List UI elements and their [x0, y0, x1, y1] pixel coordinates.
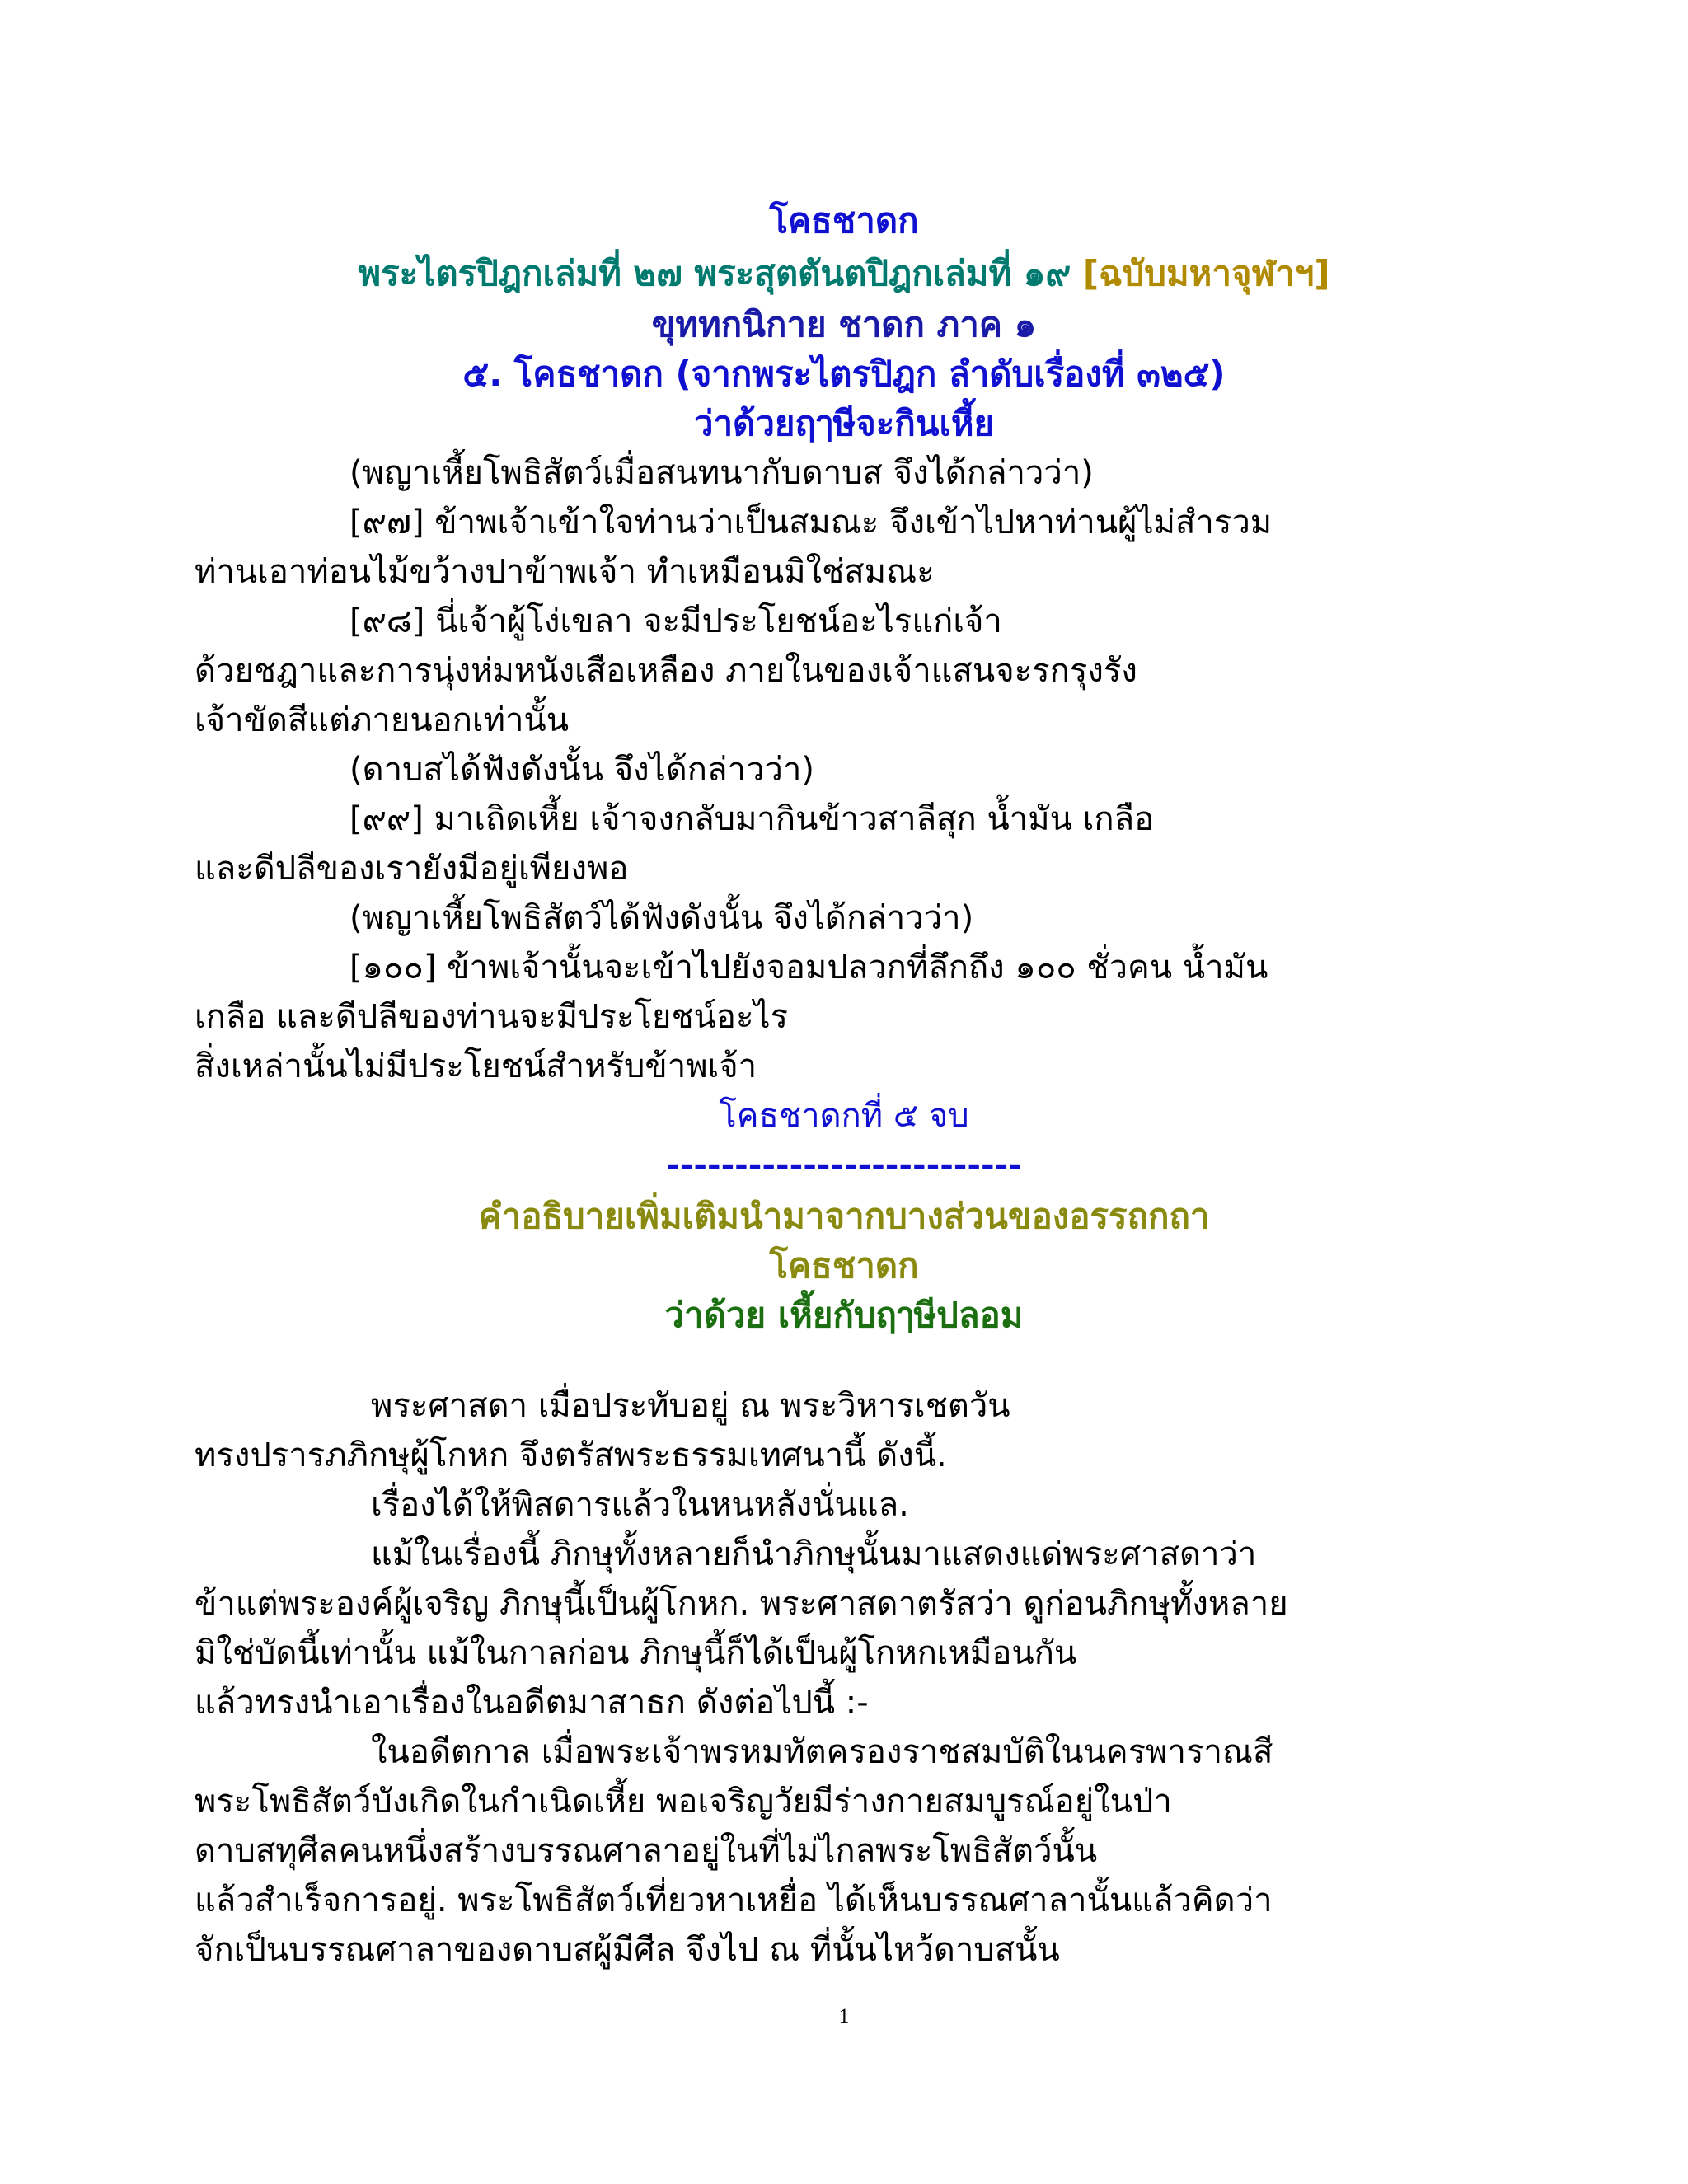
commentary-line: พระโพธิสัตว์บังเกิดในกำเนิดเหี้ย พอเจริญวัยมีร่างกายสมบูรณ์อยู่ในป่า	[195, 1783, 1172, 1821]
commentary-title: โคธชาดก	[769, 1245, 919, 1286]
verse-line: [๙๘] นี่เจ้าผู้โง่เขลา จะมีประโยชน์อะไรแก่เจ้า	[349, 602, 1002, 640]
commentary-line: เรื่องได้ให้พิสดารแล้วในหนหลังนั่นแล.	[371, 1486, 909, 1524]
commentary-heading: คำอธิบายเพิ่มเติมนำมาจากบางส่วนของอรรถกถา	[478, 1196, 1210, 1236]
commentary-line: แล้วสำเร็จการอยู่. พระโพธิสัตว์เที่ยวหาเหยื่อ ได้เห็นบรรณศาลานั้นแล้วคิดว่า	[195, 1882, 1273, 1919]
verse-line: ท่านเอาท่อนไม้ขว้างปาข้าพเจ้า ทำเหมือนมิใช่สมณะ	[195, 553, 935, 591]
divider: --------------------------	[666, 1146, 1022, 1184]
commentary-line: ดาบสทุศีลคนหนึ่งสร้างบรรณศาลาอยู่ในที่ไม่ไกลพระโพธิสัตว์นั้น	[195, 1832, 1098, 1870]
story-title: ๕. โคธชาดก (จากพระไตรปิฎก ลำดับเรื่องที่ ๓๒๕)	[462, 354, 1226, 394]
story-subject: ว่าด้วยฤๅษีจะกินเหี้ย	[693, 403, 995, 443]
verse-line: [๙๗] ข้าพเจ้าเข้าใจท่านว่าเป็นสมณะ จึงเข้าไปหาท่านผู้ไม่สำรวม	[349, 504, 1273, 541]
collection-text: พระไตรปิฎกเล่มที่ ๒๗ พระสุตตันตปิฎกเล่มที่ ๑๙	[358, 253, 1071, 293]
end-note: โคธชาดกที่ ๕ จบ	[719, 1097, 969, 1135]
verse-line: (ดาบสได้ฟังดังนั้น จึงได้กล่าวว่า)	[349, 751, 814, 789]
verse-line: สิ่งเหล่านั้นไม่มีประโยชน์สำหรับข้าพเจ้า	[195, 1047, 757, 1085]
edition-text: [ฉบับมหาจุฬาฯ]	[1082, 253, 1330, 293]
commentary-line: แล้วทรงนำเอาเรื่องในอดีตมาสาธก ดังต่อไปนี้ :-	[195, 1684, 869, 1722]
verse-line: เกลือ และดีปลีของท่านจะมีประโยชน์อะไร	[195, 998, 789, 1036]
commentary-line: พระศาสดา เมื่อประทับอยู่ ณ พระวิหารเชตวัน	[371, 1387, 1010, 1425]
verse-line: (พญาเหี้ยโพธิสัตว์ได้ฟังดังนั้น จึงได้กล่าวว่า)	[349, 899, 974, 937]
commentary-line: แม้ในเรื่องนี้ ภิกษุทั้งหลายก็นำภิกษุนั้นมาแสดงแด่พระศาสดาว่า	[371, 1535, 1257, 1573]
commentary-line: ข้าแต่พระองค์ผู้เจริญ ภิกษุนี้เป็นผู้โกหก. พระศาสดาตรัสว่า ดูก่อนภิกษุทั้งหลาย	[195, 1585, 1288, 1623]
commentary-line: มิใช่บัดนี้เท่านั้น แม้ในกาลก่อน ภิกษุนี้ก็ได้เป็นผู้โกหกเหมือนกัน	[195, 1634, 1077, 1672]
page-number: 1	[838, 2004, 850, 2028]
nikaya-line: ขุททกนิกาย ชาดก ภาค ๑	[651, 304, 1037, 344]
verse-line: เจ้าขัดสีแต่ภายนอกเท่านั้น	[195, 701, 570, 739]
verse-line: [๑๐๐] ข้าพเจ้านั้นจะเข้าไปยังจอมปลวกที่ลึกถึง ๑๐๐ ชั่วคน น้ำมัน	[349, 949, 1268, 987]
collection-line	[0, 249, 1688, 298]
verse-line: [๙๙] มาเถิดเหี้ย เจ้าจงกลับมากินข้าวสาลีสุก น้ำมัน เกลือ	[349, 800, 1155, 838]
commentary-subject: ว่าด้วย เหี้ยกับฤๅษีปลอม	[664, 1295, 1024, 1335]
verse-line: และดีปลีของเรายังมีอยู่เพียงพอ	[195, 850, 629, 888]
commentary-line: ในอดีตกาล เมื่อพระเจ้าพรหมทัตครองราชสมบัติในนครพาราณสี	[371, 1733, 1273, 1771]
commentary-line: ทรงปรารภภิกษุผู้โกหก จึงตรัสพระธรรมเทศนานี้ ดังนี้.	[195, 1436, 947, 1474]
document-title: โคธชาดก	[769, 200, 919, 241]
verse-line: ด้วยชฎาและการนุ่งห่มหนังเสือเหลือง ภายในของเจ้าแสนจะรกรุงรัง	[195, 652, 1137, 690]
verse-line: (พญาเหี้ยโพธิสัตว์เมื่อสนทนากับดาบส จึงได้กล่าวว่า)	[349, 454, 1094, 492]
commentary-line: จักเป็นบรรณศาลาของดาบสผู้มีศีล จึงไป ณ ที่นั้นไหว้ดาบสนั้น	[195, 1931, 1060, 1969]
